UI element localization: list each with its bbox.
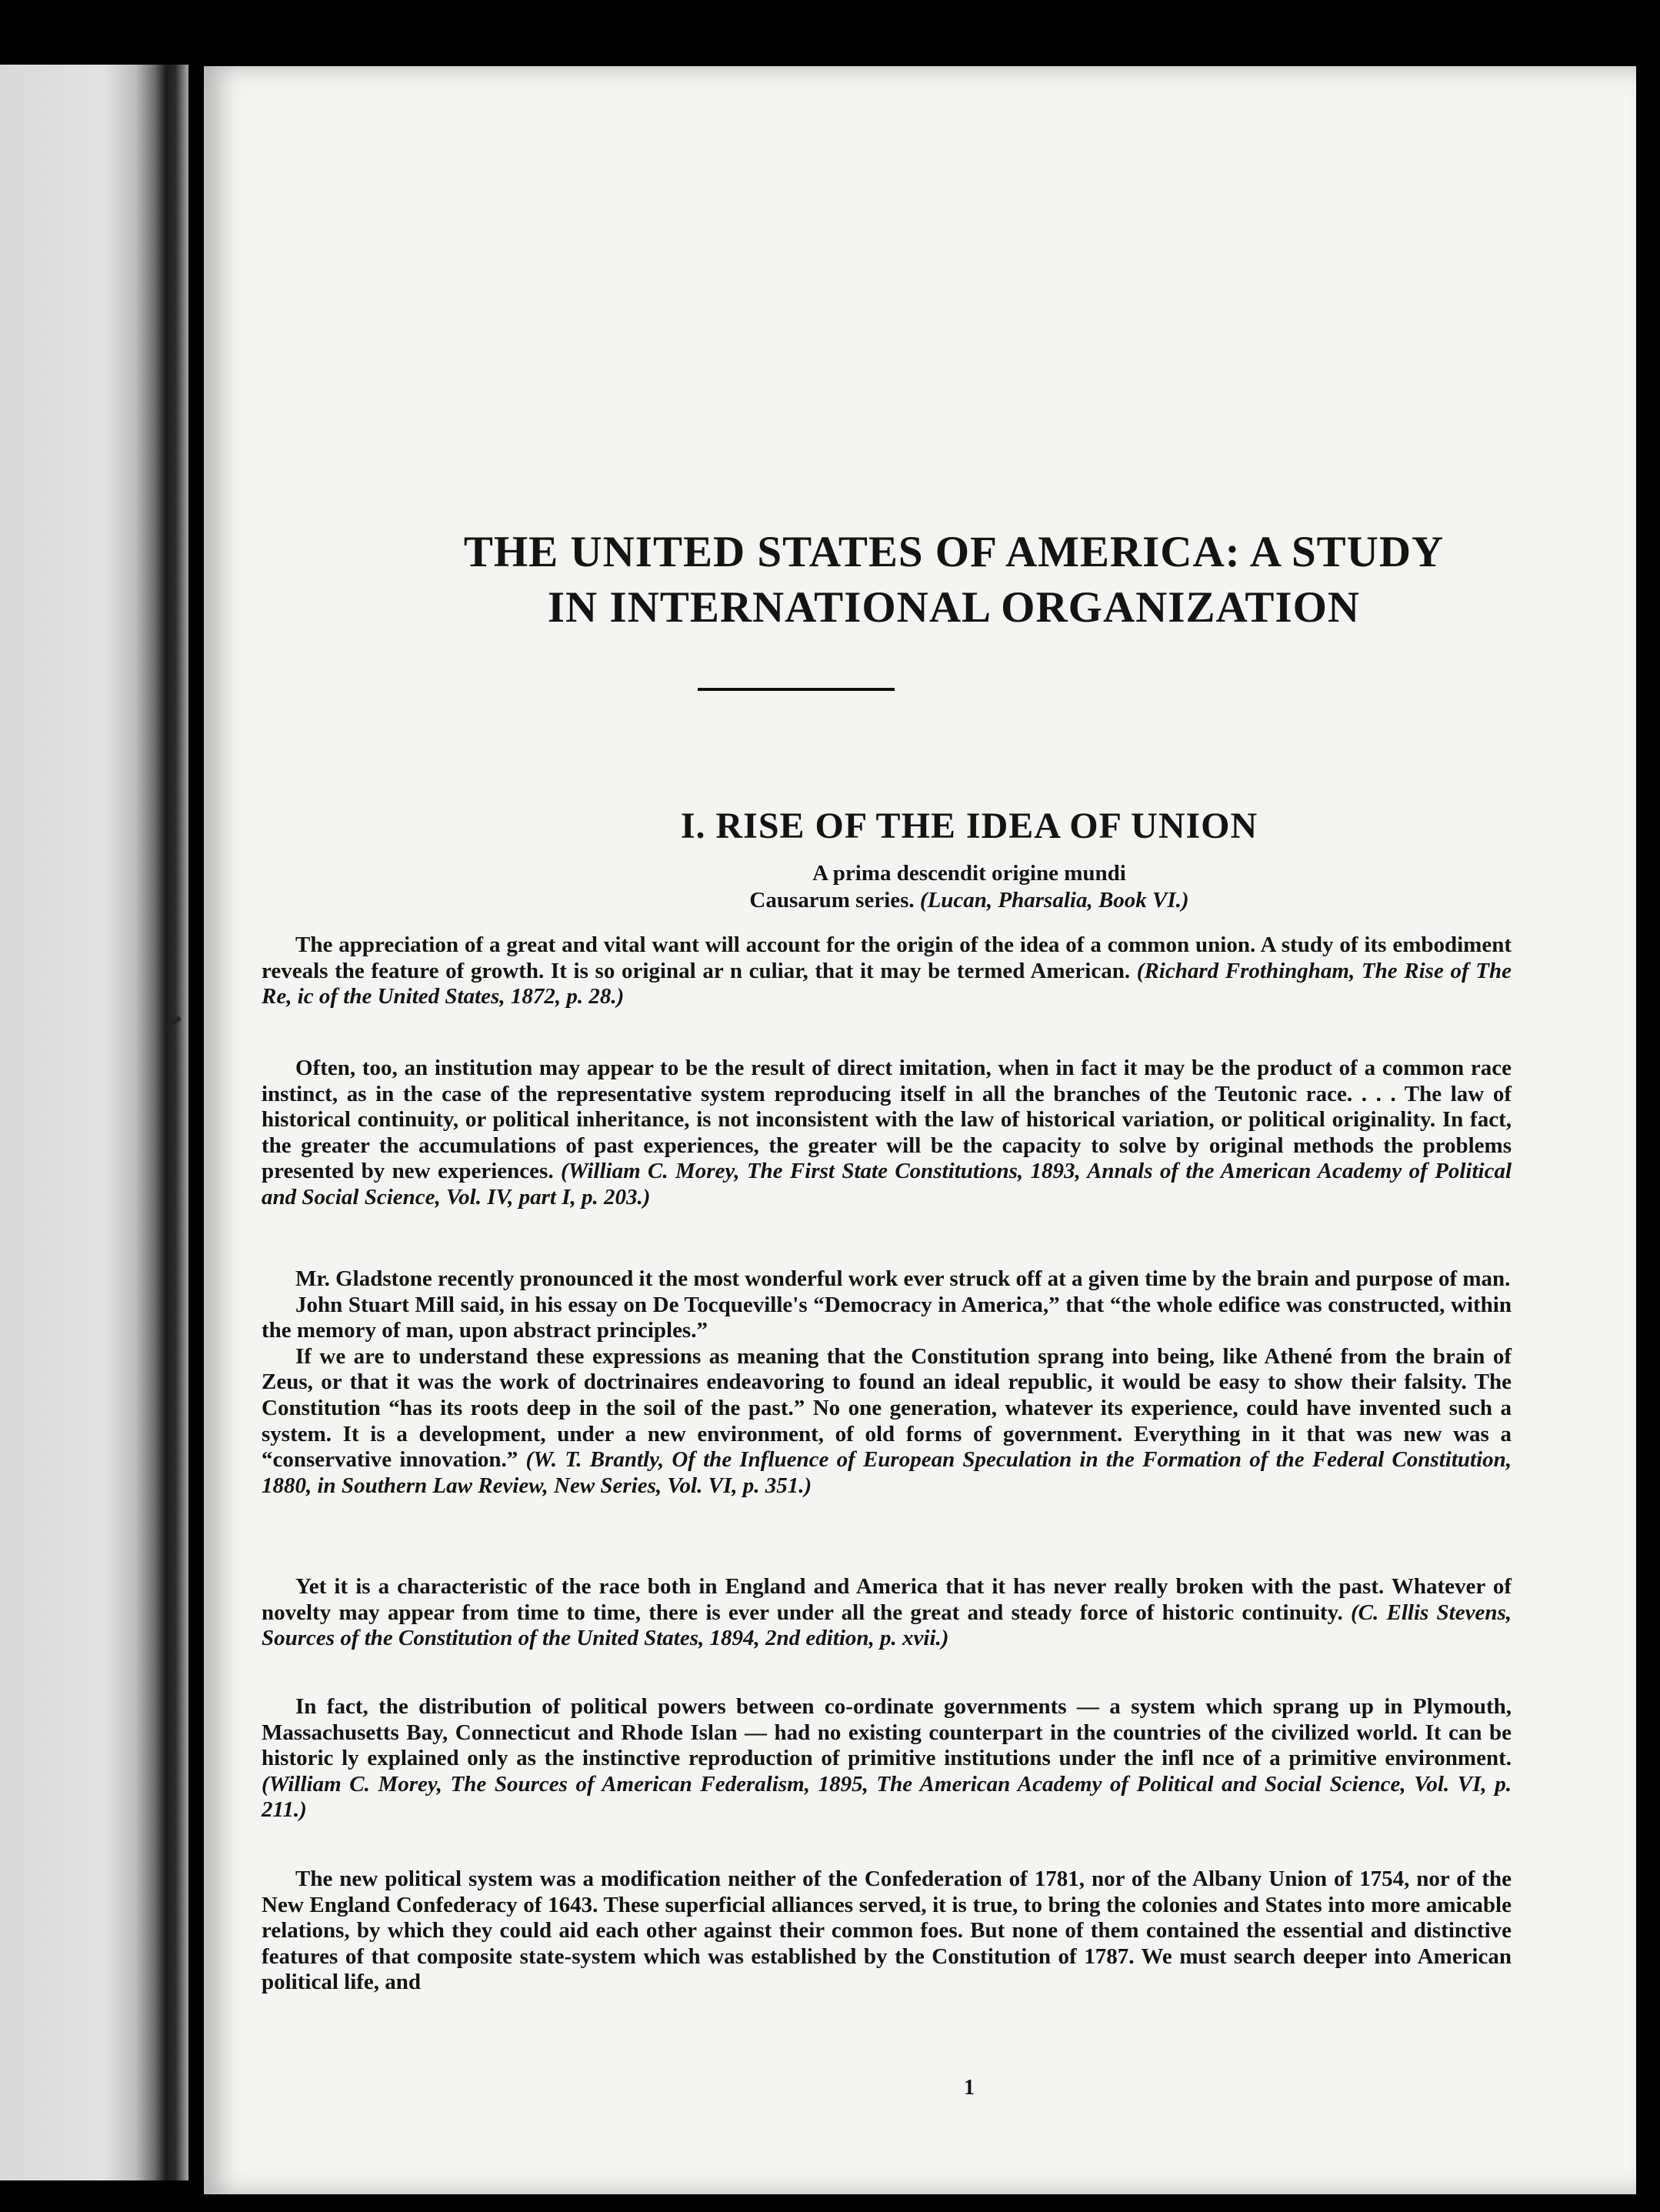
paragraph-text: In fact, the distribution of political powers between co-ordinate governments — a system which sprang up in Plymouth, Massachusetts Bay, Connecticut and Rhode Islan — had no existing counterpart in the countries of the civilized world. It can be historic ly explained only as the instinctive reproduction of primitive institutions under the infl nce of a primitive environment. (262, 1694, 1512, 1771)
title-line-2: IN INTERNATIONAL ORGANIZATION (547, 583, 1361, 632)
paragraph-text: If we are to understand these expressions as meaning that the Constitution sprang into being, like Athené from the brain of Zeus, or that it was the work of doctrinaires endeavoring to found an ideal republic, it would be easy to show their falsity. The Constitution “has its roots deep in the soil of the past.” No one generation, whatever its experience, could have invented such a system. It is a development, under a new environment, of old forms of government. Everything in it that was new was a “conservative innovation.” (262, 1343, 1512, 1473)
epigraph-line-2: Causarum series. (749, 888, 915, 912)
paragraph-text: John Stuart Mill said, in his essay on De Tocqueville's “Democracy in America,” that “the whole edifice was constructed, within the memory of man, upon abstract principles.” (262, 1292, 1512, 1343)
paragraph-text: The appreciation of a great and vital want will account for the origin of the idea of a common union. A study of its embodiment reveals the feature of growth. It is so original ar n culiar, that it may be termed American. (262, 933, 1512, 983)
book-page (204, 66, 1636, 2194)
paragraph-text: Often, too, an institution may appear to be the result of direct imitation, when in fact it may be the product of a common race instinct, as in the case of the representative system reproducing itself in all the branches of the Teutonic race. . . . The law of historical continuity, or political inheritance, is not inconsistent with the law of historical variation, or political originality. In fact, the greater the accumulations of past experiences, the greater will be the capacity to solve by original methods the problems presented by new experiences. (262, 1056, 1512, 1184)
page-title (204, 525, 1660, 636)
paragraph-citation: (C. Ellis Stevens, Sources of the Constitution of the United States, 1894, 2nd edition, p. xvii.) (262, 1600, 1512, 1651)
title-rule (698, 688, 895, 691)
paragraph-text: Mr. Gladstone recently pronounced it the most wonderful work ever struck off at a given time by the brain and purpose of man. (295, 1266, 1511, 1291)
quote-block-5 (262, 1694, 1512, 1823)
epigraph (204, 860, 1660, 914)
epigraph-line-1: A prima descendit origine mundi (812, 861, 1126, 886)
quote-block-4 (262, 1574, 1512, 1652)
quote-block-3 (262, 1266, 1512, 1499)
section-heading: I. RISE OF THE IDEA OF UNION (680, 806, 1258, 846)
paragraph-text: The new political system was a modification neither of the Confederation of 1781, nor of the Albany Union of 1754, nor of the New England Confederacy of 1643. These superficial alliances served, it is true, to bring the colonies and States into more amicable relations, by which they could aid each other against their common foes. But none of them contained the essential and distinctive features of that composite state-system which was established by the Constitution of 1787. We must search deeper into American political life, and (262, 1867, 1512, 1995)
title-line-1: THE UNITED STATES OF AMERICA: A STUDY (463, 528, 1445, 576)
body-paragraph (262, 1867, 1512, 1996)
paragraph-citation: (William C. Morey, The First State Constitutions, 1893, Annals of the American Academy of Political and Social Science, Vol. IV, part I, p. 203.) (262, 1159, 1512, 1209)
quote-block-2 (262, 1056, 1512, 1211)
paragraph-text: Yet it is a characteristic of the race both in England and America that it has never really broken with the past. Whatever of novelty may appear from time to time, there is ever under all the great and steady force of historic continuity. (262, 1574, 1512, 1625)
paragraph-citation: (William C. Morey, The Sources of American Federalism, 1895, The American Academy of Political and Social Science, Vol. VI, p. 211.) (262, 1771, 1512, 1823)
epigraph-citation: (Lucan, Pharsalia, Book VI.) (919, 888, 1189, 912)
page-number: 1 (964, 2076, 975, 2100)
paragraph-citation: (Richard Frothingham, The Rise of The Re, ic of the United States, 1872, p. 28.) (262, 958, 1512, 1009)
paragraph-citation: (W. T. Brantly, Of the Influence of European Speculation in the Formation of the Federal Constitution, 1880, in Southern Law Review, New Series, Vol. VI, p. 351.) (262, 1447, 1512, 1498)
facing-page-edge (0, 65, 188, 2180)
quote-block-1 (262, 933, 1512, 1010)
